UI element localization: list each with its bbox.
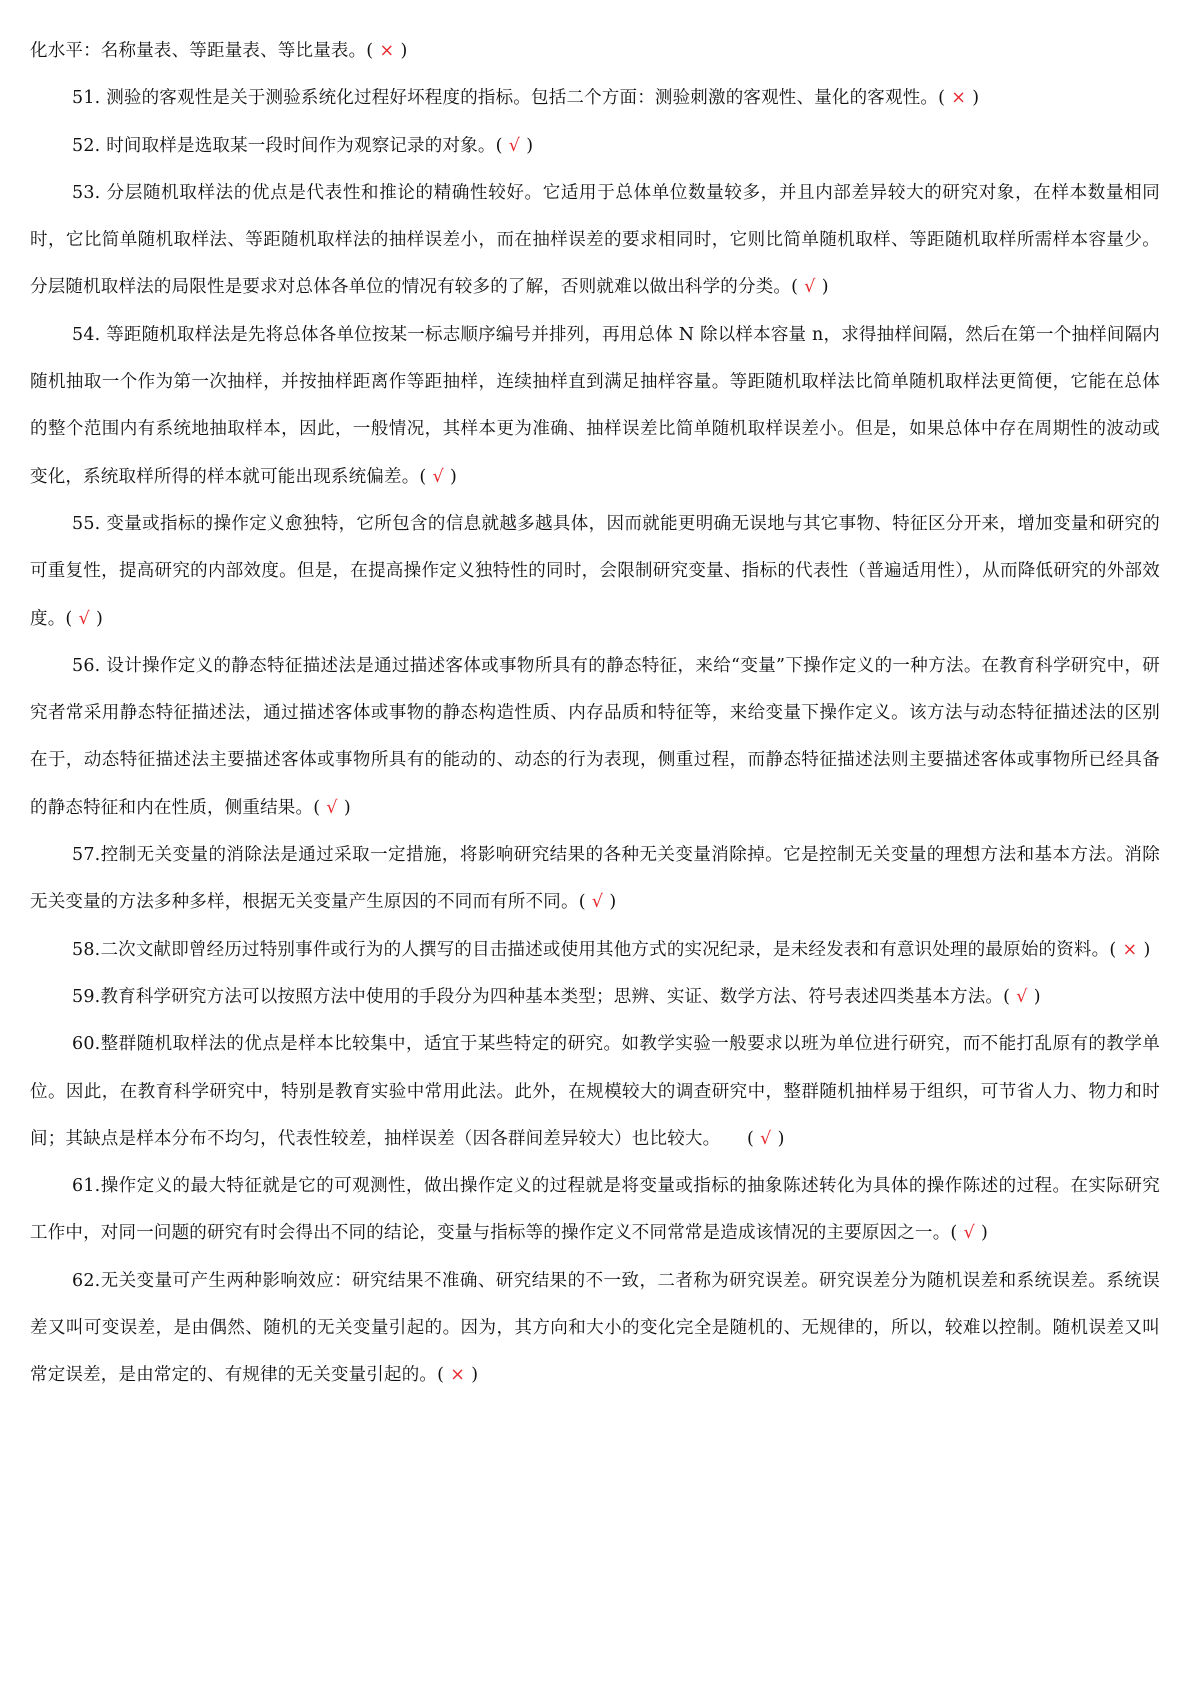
question-text: 时间取样是选取某一段时间作为观察记录的对象。(	[106, 135, 503, 156]
question-tail: )	[1033, 986, 1041, 1007]
question-tail: )	[777, 1128, 785, 1149]
question-tail: )	[526, 135, 534, 156]
question-tail: )	[343, 797, 351, 818]
question-text: 控制无关变量的消除法是通过采取一定措施，将影响研究结果的各种无关变量消除掉。它是控制无关变量的理想方法和基本方法。消除无关变量的方法多种多样，根据无关变量产生原因的不同而有所不同。(	[30, 845, 1160, 913]
answer-mark: √	[78, 608, 90, 629]
question-item	[30, 1021, 1160, 1163]
question-tail: )	[96, 608, 104, 629]
question-item	[30, 832, 1160, 927]
answer-mark: √	[760, 1128, 772, 1149]
question-tail: )	[609, 892, 617, 913]
question-tail: )	[972, 88, 980, 109]
question-text: 变量或指标的操作定义愈独特，它所包含的信息就越多越具体，因而就能更明确无误地与其它事物、特征区分开来，增加变量和研究的可重复性，提高研究的内部效度。但是，在提高操作定义独特性的同时，会限制研究变量、指标的代表性（普遍适用性），从而降低研究的外部效度。(	[30, 513, 1161, 629]
question-text: 分层随机取样法的优点是代表性和推论的精确性较好。它适用于总体单位数量较多，并且内部差异较大的研究对象，在样本数量相同时，它比简单随机取样法、等距随机取样法的抽样误差小，而在抽样误差的要求相同时，它则比简单随机取样、等距随机取样所需样本容量少。分层随机取样法的局限性是要求对总体各单位的情况有较多的了解，否则就难以做出科学的分类。(	[30, 182, 1160, 298]
answer-mark: √	[326, 797, 338, 818]
answer-mark: √	[963, 1223, 975, 1244]
question-text: 整群随机取样法的优点是样本比较集中，适宜于某些特定的研究。如教学实验一般要求以班为单位进行研究，而不能打乱原有的教学单位。因此，在教育科学研究中，特别是教育实验中常用此法。此外，在规模较大的调查研究中，整群随机抽样易于组织，可节省人力、物力和时间；其缺点是样本分布不均匀，代表性较差，抽样误差（因各群间差异较大）也比较大。 (	[30, 1034, 1160, 1149]
question-item	[30, 28, 1160, 75]
question-item	[30, 170, 1160, 312]
answer-mark: √	[804, 277, 816, 298]
question-list	[30, 28, 1160, 1400]
question-text: 设计操作定义的静态特征描述法是通过描述客体或事物所具有的静态特征，来给“变量”下操作定义的一种方法。在教育科学研究中，研究者常采用静态特征描述法，通过描述客体或事物的静态构造性质、内存品质和特征等，来给变量下操作定义。该方法与动态特征描述法的区别在于，动态特征描述法主要描述客体或事物所具有的能动的、动态的行为表现，侧重过程，而静态特征描述法则主要描述客体或事物所已经具备的静态特征和内在性质，侧重结果。(	[30, 655, 1161, 818]
question-item	[30, 974, 1160, 1021]
question-number: 55.	[72, 513, 101, 534]
question-tail: )	[981, 1223, 989, 1244]
answer-mark: √	[1016, 986, 1028, 1007]
question-number: 58.	[72, 939, 101, 960]
question-number: 51.	[72, 88, 101, 109]
question-number: 57.	[72, 845, 101, 866]
question-text: 测验的客观性是关于测验系统化过程好坏程度的指标。包括二个方面：测验刺激的客观性、量化的客观性。(	[106, 88, 946, 109]
question-tail: )	[1143, 939, 1151, 960]
question-number: 60.	[72, 1034, 101, 1055]
question-number: 54.	[72, 324, 101, 345]
question-text: 化水平：名称量表、等距量表、等比量表。(	[30, 41, 374, 61]
question-item	[30, 1258, 1160, 1400]
question-number: 52.	[72, 135, 101, 156]
question-text: 二次文献即曾经历过特别事件或行为的人撰写的目击描述或使用其他方式的实况纪录，是未经发表和有意识处理的最原始的资料。(	[100, 939, 1117, 960]
answer-mark: √	[591, 892, 604, 913]
question-number: 53.	[72, 182, 101, 203]
question-item	[30, 123, 1160, 170]
question-number: 56.	[72, 655, 101, 676]
question-tail: )	[450, 466, 458, 487]
question-text: 教育科学研究方法可以按照方法中使用的手段分为四种基本类型；思辨、实证、数学方法、符号表述四类基本方法。(	[100, 986, 1011, 1007]
answer-mark: ×	[379, 41, 395, 61]
question-tail: )	[471, 1365, 479, 1386]
question-text: 操作定义的最大特征就是它的可观测性，做出操作定义的过程就是将变量或指标的抽象陈述转化为具体的操作陈述的过程。在实际研究工作中，对同一问题的研究有时会得出不同的结论，变量与指标等的操作定义不同常常是造成该情况的主要原因之一。(	[30, 1176, 1160, 1244]
answer-mark: √	[508, 135, 521, 156]
question-text: 等距随机取样法是先将总体各单位按某一标志顺序编号并排列，再用总体 N 除以样本容量 n，求得抽样间隔，然后在第一个抽样间隔内随机抽取一个作为第一次抽样，并按抽样距离作等距抽样，连续抽样直到满足抽样容量。等距随机取样法比简单随机取样法更简便，它能在总体的整个范围内有系统地抽取样本，因此，一般情况，其样本更为准确、抽样误差比简单随机取样误差小。但是，如果总体中存在周期性的波动或变化，系统取样所得的样本就可能出现系统偏差。(	[30, 324, 1161, 487]
answer-mark: ×	[1122, 939, 1138, 960]
question-item	[30, 927, 1160, 974]
question-item	[30, 1163, 1160, 1258]
question-item	[30, 75, 1160, 122]
answer-mark: ×	[450, 1365, 466, 1386]
answer-mark: √	[432, 466, 444, 487]
question-number: 59.	[72, 986, 101, 1007]
question-item	[30, 501, 1160, 643]
question-item	[30, 643, 1160, 832]
answer-mark: ×	[951, 88, 967, 109]
question-item	[30, 312, 1160, 501]
question-number: 61.	[72, 1176, 101, 1197]
question-text: 无关变量可产生两种影响效应：研究结果不准确、研究结果的不一致，二者称为研究误差。研究误差分为随机误差和系统误差。系统误差又叫可变误差，是由偶然、随机的无关变量引起的。因为，其方向和大小的变化完全是随机的、无规律的，所以，较难以控制。随机误差又叫常定误差，是由常定的、有规律的无关变量引起的。(	[30, 1270, 1160, 1386]
question-tail: )	[821, 277, 829, 298]
question-tail: )	[400, 41, 408, 61]
question-number: 62.	[72, 1270, 101, 1291]
